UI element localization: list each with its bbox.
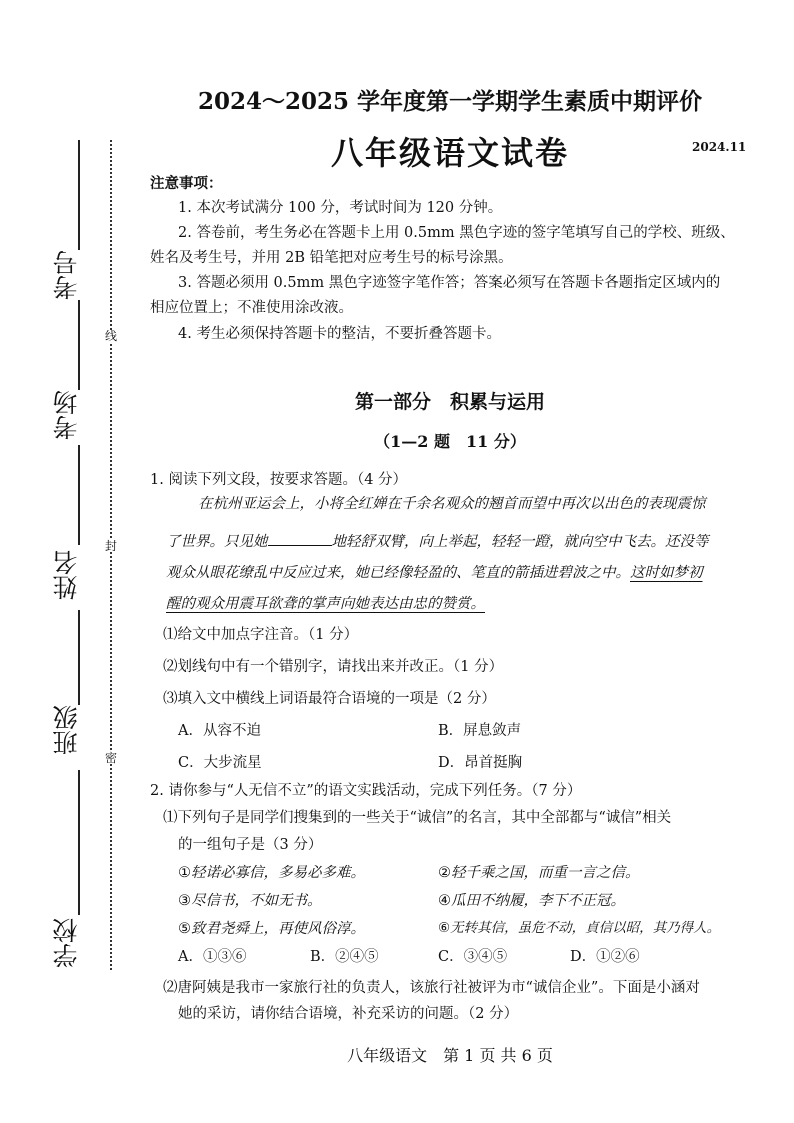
option-a: A．从容不迫 (178, 723, 261, 739)
quote-item: ④瓜田不纳履，李下不正冠。 (438, 893, 625, 909)
sub-question: ⑶填入文中横线上词语最符合语境的一项是（2 分） (163, 691, 496, 707)
sub-question: 的一组句子是（3 分） (178, 837, 323, 853)
passage-text: 了世界。只见她 (166, 534, 268, 550)
passage-line: 在杭州亚运会上，小将全红婵在千余名观众的翘首而望中再次以出色的表现震惊 (198, 496, 706, 512)
quote-item: ⑤致君尧舜上，再使风俗淳。 (178, 921, 365, 937)
exam-room-line[interactable] (78, 300, 80, 390)
exam-number-label: 考号 (52, 250, 81, 300)
passage-text: 地轻舒双臂，向上举起，轻轻一蹬，就向空中飞去。还没等 (331, 534, 709, 550)
underlined-sentence: 醒的观众用震耳欲聋的掌声向她表达由忠的赞赏。 (166, 596, 485, 612)
notice-item: 4. 考生必须保持答题卡的整洁，不要折叠答题卡。 (178, 326, 501, 342)
cut-mark-secret: 密 (104, 751, 117, 765)
passage-line (166, 566, 703, 581)
notice-item: 2. 答卷前，考生务必在答题卡上用 0.5mm 黑色字迹的签字笔填写自己的学校、班级、 (178, 225, 735, 241)
option-b: B．屏息敛声 (438, 723, 522, 739)
exam-series-title: 2024～2025 学年度第一学期学生素质中期评价 (197, 88, 703, 115)
section-title: 第一部分 积累与运用 (354, 391, 545, 413)
option-c: C．大步流星 (178, 755, 262, 771)
quote-item: ②轻千乘之国，而重一言之信。 (438, 865, 640, 881)
choice-a: A．①③⑥ (178, 949, 247, 965)
section-range: （1—2 题 11 分） (374, 432, 526, 451)
sub-question: ⑴给文中加点字注音。（1 分） (163, 627, 359, 643)
notice-heading: 注意事项： (150, 175, 223, 192)
notice-item: 姓名及考生号，并用 2B 铅笔把对应考生号的标号涂黑。 (150, 250, 513, 266)
name-line[interactable] (78, 445, 80, 545)
cut-mark-seal: 封 (104, 539, 117, 553)
underlined-sentence: 这时如梦初 (630, 565, 703, 581)
option-d: D．昂首挺胸 (438, 755, 523, 771)
quote-item: ③尽信书，不如无书。 (178, 893, 322, 909)
passage-line (166, 533, 709, 550)
notice-item: 1. 本次考试满分 100 分，考试时间为 120 分钟。 (178, 200, 503, 216)
exam-room-label: 考场 (52, 390, 81, 440)
quote-item: ①轻诺必寡信，多易必多难。 (178, 865, 365, 881)
exam-paper-title: 八年级语文试卷 (330, 134, 569, 172)
sub-question: ⑴下列句子是同学们搜集到的一些关于“诚信”的名言，其中全部都与“诚信”相关 (163, 810, 672, 826)
name-label: 姓名 (52, 550, 81, 600)
quote-item: ⑥无转其信，虽危不动，貞信以昭，其乃得人。 (438, 920, 721, 936)
fill-in-blank[interactable] (268, 533, 332, 546)
question-1-stem: 1. 阅读下列文段，按要求答题。（4 分） (150, 472, 408, 488)
sub-question: ⑵唐阿姨是我市一家旅行社的负责人，该旅行社被评为市“诚信企业”。下面是小涵对 (163, 980, 700, 996)
cut-mark-line: 线 (104, 329, 117, 343)
exam-date: 2024.11 (692, 140, 747, 154)
sub-question: 她的采访，请你结合语境，补充采访的问题。（2 分） (178, 1006, 519, 1022)
question-2-stem: 2. 请你参与“人无信不立”的语文实践活动，完成下列任务。（7 分） (150, 783, 582, 799)
school-line[interactable] (78, 770, 80, 915)
notice-item: 3. 答题必须用 0.5mm 黑色字迹签字笔作答；答案必须写在答题卡各题指定区域内的 (178, 275, 721, 291)
exam-number-line[interactable] (78, 140, 80, 250)
choice-d: D．①②⑥ (570, 949, 640, 965)
school-label: 学校 (52, 918, 81, 968)
class-line[interactable] (78, 610, 80, 705)
choice-c: C．③④⑤ (438, 949, 508, 965)
seal-dotted-line (110, 140, 112, 970)
class-label: 班级 (52, 705, 81, 755)
page-footer: 八年级语文 第 1 页 共 6 页 (347, 1046, 553, 1065)
sub-question: ⑵划线句中有一个错别字，请找出来并改正。（1 分） (163, 659, 504, 675)
notice-item: 相应位置上；不准使用涂改液。 (150, 300, 353, 316)
choice-b: B．②④⑤ (310, 949, 379, 965)
passage-text: 观众从眼花缭乱中反应过来，她已经像轻盈的、笔直的箭插进碧波之中。 (166, 565, 630, 581)
